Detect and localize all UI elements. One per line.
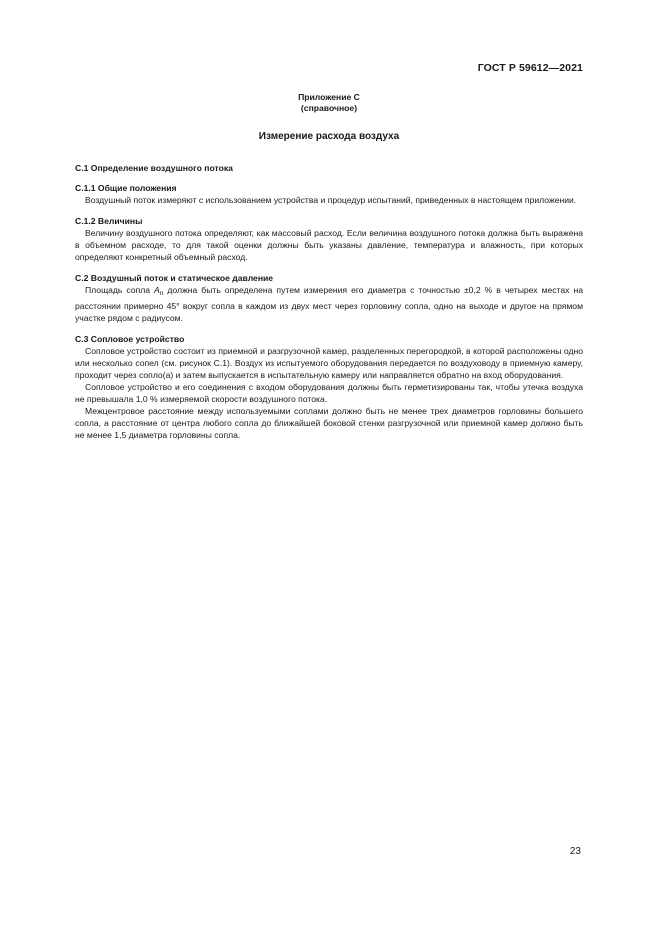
section-c3-paragraph-3: Межцентровое расстояние между используемыми соплами должно быть не менее трех диаметров горловины большего сопла, а расстояние от центра любого сопла до ближайшей боковой стенки разгрузочной или приемной камер должно быть не менее 1,5 диаметра горловины сопла.	[75, 406, 583, 440]
page-content	[75, 92, 583, 441]
section-c3-paragraph-1: Сопловое устройство состоит из приемной и разгрузочной камер, разделенных перегородкой, в которой расположены одно или несколько сопел (см. рисунок С.1). Воздух из испытуемого оборудования передается по воздуховоду в приемную камеру, проходит через сопло(а) и затем выпускается в испытательную камеру или направляется обратно на вход оборудования.	[75, 346, 583, 380]
nozzle-area-subscript: n	[159, 290, 164, 297]
c2-text-after: должна быть определена путем измерения его диаметра с точностью ±0,2 % в четырех местах на расстоянии примерно 45° вокруг сопла в каждом из двух мест через горловину сопла, одно на выходе и другое на прямом участке рядом с радиусом.	[75, 285, 583, 323]
page-number: 23	[569, 846, 581, 857]
section-c11-paragraph: Воздушный поток измеряют с использованием устройства и процедур испытаний, приведенных в настоящем приложении.	[85, 195, 577, 205]
annex-label: Приложение С	[298, 92, 360, 102]
section-c3-heading: С.3 Сопловое устройство	[75, 334, 185, 344]
annex-type: (справочное)	[300, 103, 358, 113]
annex-title: Измерение расхода воздуха	[258, 131, 400, 142]
section-c11-heading: С.1.1 Общие положения	[75, 183, 177, 193]
nozzle-area-symbol: A	[154, 285, 160, 295]
section-c3-paragraph-2: Сопловое устройство и его соединения с входом оборудования должны быть герметизированы так, чтобы утечка воздуха не превышала 1,0 % измеряемой скорости воздушного потока.	[75, 382, 583, 404]
section-c12-paragraph: Величину воздушного потока определяют, как массовый расход. Если величина воздушного потока должна быть выражена в объемном расходе, то для такой оценки должны быть указаны давление, температура и влажность, при которых определяют конкретный объемный расход.	[75, 228, 583, 262]
section-c2-heading: С.2 Воздушный поток и статическое давление	[75, 273, 274, 283]
c2-text-before: Площадь сопла	[85, 285, 155, 295]
section-c1-heading: С.1 Определение воздушного потока	[75, 163, 233, 173]
section-c12-heading: С.1.2 Величины	[75, 216, 143, 226]
document-code: ГОСТ Р 59612—2021	[477, 62, 583, 74]
section-c2-paragraph	[75, 284, 583, 324]
